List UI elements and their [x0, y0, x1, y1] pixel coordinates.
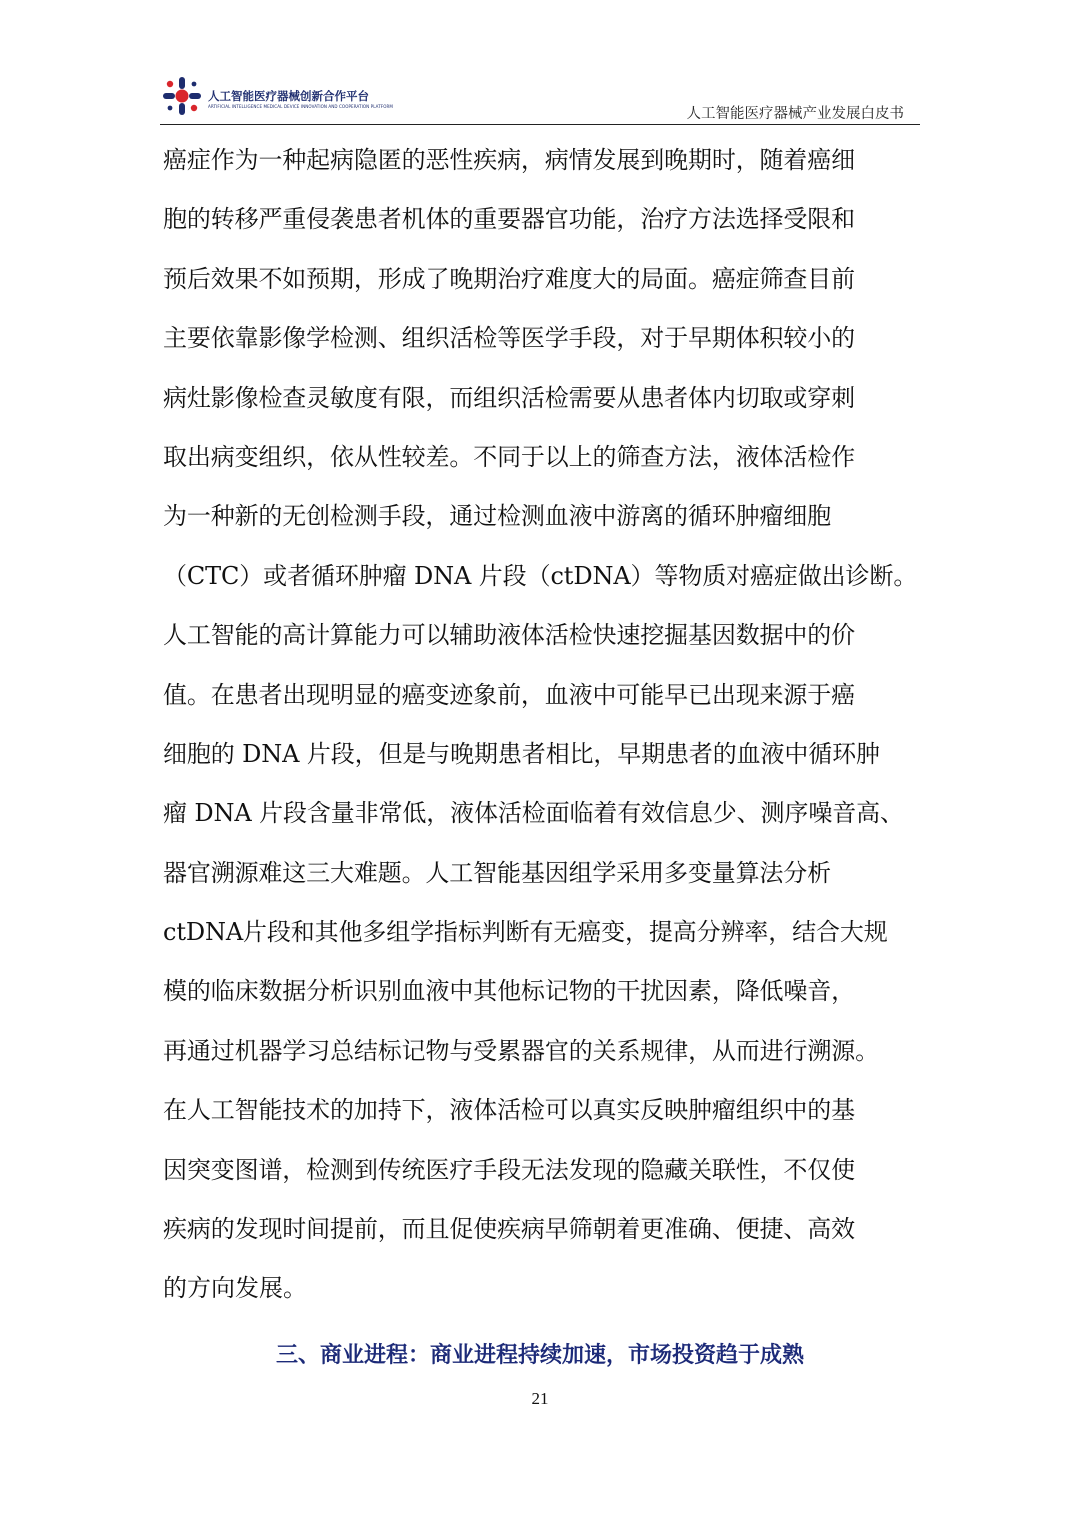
body-line: 癌症作为一种起病隐匿的恶性疾病，病情发展到晚期时，随着癌细 [163, 146, 855, 174]
body-line: 胞的转移严重侵袭患者机体的重要器官功能，治疗方法选择受限和 [163, 205, 855, 234]
platform-logo-icon [160, 74, 204, 118]
section-heading: 三、商业进程：商业进程持续加速，市场投资趋于成熟 [275, 1343, 804, 1368]
body-line: 器官溯源难这三大难题。人工智能基因组学采用多变量算法分析 [163, 858, 831, 887]
page-number: 21 [531, 1389, 549, 1408]
body-line: 疾病的发现时间提前，而且促使疾病早筛朝着更准确、便捷、高效 [163, 1215, 855, 1244]
page-header [160, 74, 920, 126]
book-title: 人工智能医疗器械产业发展白皮书 [686, 106, 904, 122]
body-text [163, 131, 923, 1319]
body-line: 模的临床数据分析识别血液中其他标记物的干扰因素，降低噪音， [163, 977, 855, 1006]
body-line: 主要依靠影像学检测、组织活检等医学手段，对于早期体积较小的 [163, 324, 855, 353]
body-line: 取出病变组织，依从性较差。不同于以上的筛查方法，液体活检作 [163, 442, 855, 471]
body-line: 病灶影像检查灵敏度有限，而组织活检需要从患者体内切取或穿刺 [163, 383, 855, 412]
body-line: （CTC）或者循环肿瘤 DNA 片段（ctDNA）等物质对癌症做出诊断。 [163, 561, 918, 590]
body-line: 在人工智能技术的加持下，液体活检可以真实反映肿瘤组织中的基 [163, 1096, 855, 1125]
body-line: 细胞的 DNA 片段，但是与晚期患者相比，早期患者的血液中循环肿 [163, 739, 880, 768]
org-subtitle: ARTIFICIAL INTELLIGENCE MEDICAL DEVICE INNOVATION AND COOPERATION PLATFORM [208, 105, 394, 110]
body-line: 瘤 DNA 片段含量非常低，液体活检面临着有效信息少、测序噪音高、 [163, 799, 904, 828]
body-line: 为一种新的无创检测手段，通过检测血液中游离的循环肿瘤细胞 [163, 502, 831, 531]
body-line: 因突变图谱，检测到传统医疗手段无法发现的隐藏关联性，不仅使 [163, 1155, 855, 1184]
body-line: 值。在患者出现明显的癌变迹象前，血液中可能早已出现来源于癌 [163, 680, 855, 709]
body-line: 人工智能的高计算能力可以辅助液体活检快速挖掘基因数据中的价 [163, 621, 855, 650]
body-line: 再通过机器学习总结标记物与受累器官的关系规律，从而进行溯源。 [163, 1036, 879, 1065]
body-line: 预后效果不如预期，形成了晚期治疗难度大的局面。癌症筛查目前 [163, 264, 855, 293]
body-line: ctDNA片段和其他多组学指标判断有无癌变，提高分辨率，结合大规 [163, 918, 888, 947]
header-rule [160, 124, 920, 125]
org-name: 人工智能医疗器械创新合作平台 [208, 89, 369, 103]
body-line: 的方向发展。 [163, 1274, 307, 1303]
